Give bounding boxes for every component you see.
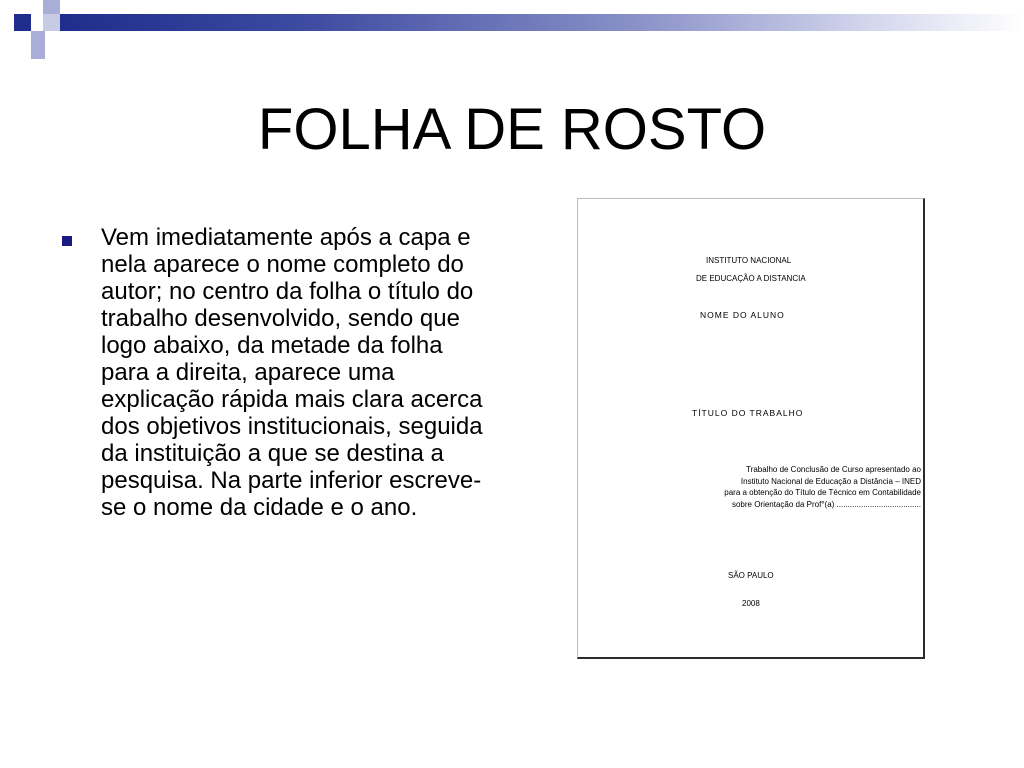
work-description bbox=[676, 464, 921, 510]
deco-square bbox=[14, 31, 31, 45]
deco-square bbox=[31, 31, 45, 45]
description-line: Instituto Nacional de Educação a Distância – INED bbox=[740, 476, 921, 486]
deco-square bbox=[31, 45, 45, 59]
bullet-text: Vem imediatamente após a capa e nela aparece o nome completo do autor; no centro da folha o título do trabalho desenvolvido, sendo que logo abaixo, da metade da folha para a direita, aparece uma explicação rápida mais clara acerca dos objetivos institucionais, seguida da instituição a que se destina a pesquisa. Na parte inferior escreve-se o nome da cidade e o ano. bbox=[101, 224, 483, 521]
description-line: para a obtenção do Título de Técnico em Contabilidade bbox=[724, 488, 921, 497]
institution-line-1: INSTITUTO NACIONAL bbox=[706, 256, 792, 265]
header-decoration bbox=[0, 0, 1024, 64]
deco-square bbox=[60, 0, 77, 14]
institution-line-2: DE EDUCAÇÃO A DISTANCIA bbox=[696, 274, 806, 283]
city: SÃO PAULO bbox=[728, 571, 774, 580]
description-line: sobre Orientação da Prof°(a) ...................................... bbox=[731, 499, 921, 509]
deco-square bbox=[14, 14, 31, 31]
header-gradient-bar bbox=[60, 14, 1024, 31]
title-page-example bbox=[577, 198, 925, 659]
slide-title: FOLHA DE ROSTO bbox=[257, 97, 767, 162]
work-title: TÍTULO DO TRABALHO bbox=[692, 408, 804, 418]
deco-square bbox=[43, 0, 60, 14]
year: 2008 bbox=[742, 599, 760, 608]
description-line: Trabalho de Conclusão de Curso apresentado ao bbox=[746, 465, 921, 474]
deco-square bbox=[43, 14, 60, 31]
square-bullet-icon bbox=[62, 236, 72, 246]
student-name: NOME DO ALUNO bbox=[700, 310, 785, 320]
